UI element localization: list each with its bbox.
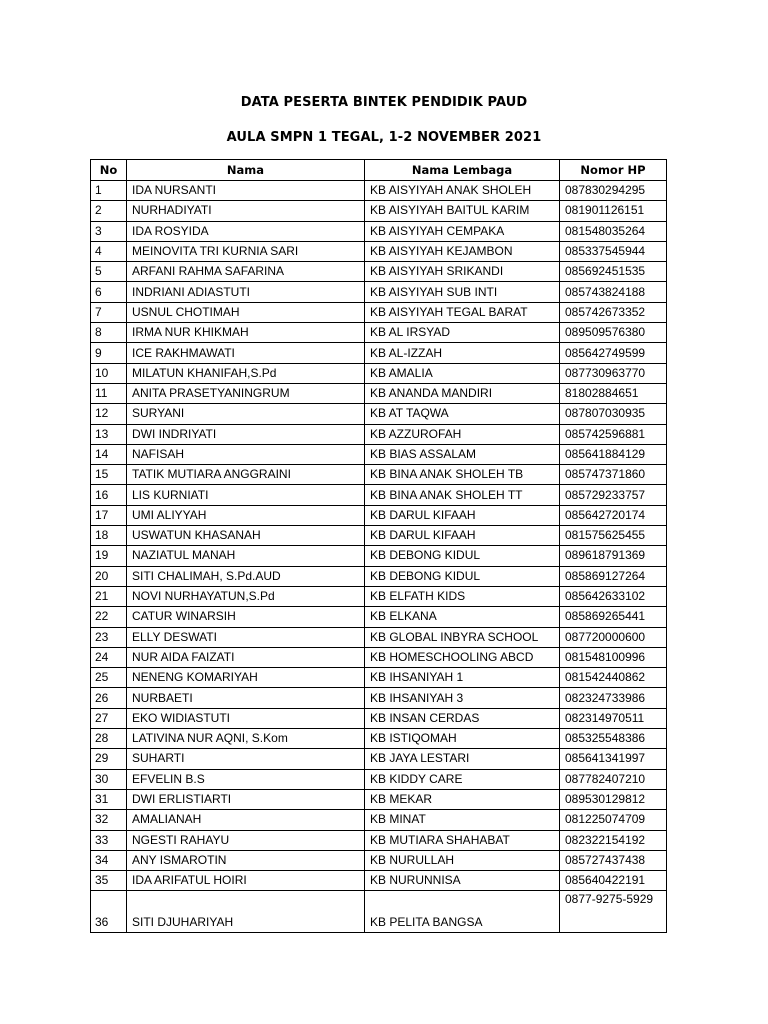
- row-number: 32: [91, 810, 127, 830]
- row-number: 20: [91, 566, 127, 586]
- row-number: 7: [91, 302, 127, 322]
- row-number: 30: [91, 769, 127, 789]
- phone-number: 085641341997: [560, 749, 667, 769]
- institution-name: KB DEBONG KIDUL: [365, 566, 560, 586]
- participant-name: ELLY DESWATI: [127, 627, 365, 647]
- participant-name: NAZIATUL MANAH: [127, 546, 365, 566]
- table-row: [91, 444, 667, 464]
- table-row: [91, 850, 667, 870]
- participant-name: DWI INDRIYATI: [127, 424, 365, 444]
- table-row: [91, 241, 667, 261]
- document-title: DATA PESERTA BINTEK PENDIDIK PAUD: [240, 95, 528, 110]
- table-row: [91, 383, 667, 403]
- institution-name: KB DARUL KIFAAH: [365, 526, 560, 546]
- table-row: [91, 302, 667, 322]
- table-body: [91, 181, 667, 933]
- phone-number: 81802884651: [560, 383, 667, 403]
- phone-number: 087720000600: [560, 627, 667, 647]
- table-row: [91, 789, 667, 809]
- participant-name: SUHARTI: [127, 749, 365, 769]
- row-number: 22: [91, 607, 127, 627]
- row-number: 2: [91, 201, 127, 221]
- phone-number: 087730963770: [560, 363, 667, 383]
- phone-number: 085742596881: [560, 424, 667, 444]
- table-row: [91, 749, 667, 769]
- institution-name: KB BINA ANAK SHOLEH TB: [365, 465, 560, 485]
- phone-number: 081548035264: [560, 221, 667, 241]
- institution-name: KB BINA ANAK SHOLEH TT: [365, 485, 560, 505]
- row-number: 13: [91, 424, 127, 444]
- table-row: [91, 282, 667, 302]
- institution-name: KB AISYIYAH SUB INTI: [365, 282, 560, 302]
- participant-name: SITI DJUHARIYAH: [127, 891, 365, 933]
- participant-name: NURHADIYATI: [127, 201, 365, 221]
- row-number: 26: [91, 688, 127, 708]
- participant-name: ARFANI RAHMA SAFARINA: [127, 262, 365, 282]
- row-number: 35: [91, 871, 127, 891]
- phone-number: 081575625455: [560, 526, 667, 546]
- table-row: [91, 424, 667, 444]
- participant-name: UMI ALIYYAH: [127, 505, 365, 525]
- phone-number: 081542440862: [560, 668, 667, 688]
- row-number: 1: [91, 181, 127, 201]
- table-row: [91, 627, 667, 647]
- participant-name: NAFISAH: [127, 444, 365, 464]
- row-number: 9: [91, 343, 127, 363]
- table-header-row: [91, 160, 667, 181]
- phone-number: 085869265441: [560, 607, 667, 627]
- phone-number: 085640422191: [560, 871, 667, 891]
- institution-name: KB GLOBAL INBYRA SCHOOL: [365, 627, 560, 647]
- column-header-no: No: [91, 160, 127, 181]
- participant-name: NURBAETI: [127, 688, 365, 708]
- institution-name: KB AISYIYAH ANAK SHOLEH: [365, 181, 560, 201]
- institution-name: KB NURUNNISA: [365, 871, 560, 891]
- table-row: [91, 688, 667, 708]
- institution-name: KB AMALIA: [365, 363, 560, 383]
- table-row: [91, 181, 667, 201]
- institution-name: KB AL IRSYAD: [365, 323, 560, 343]
- row-number: 24: [91, 647, 127, 667]
- phone-number: 085727437438: [560, 850, 667, 870]
- row-number: 11: [91, 383, 127, 403]
- participant-name: IRMA NUR KHIKMAH: [127, 323, 365, 343]
- table-row: [91, 201, 667, 221]
- phone-number: 085692451535: [560, 262, 667, 282]
- table-row: [91, 485, 667, 505]
- participant-table: [90, 159, 667, 933]
- phone-number: 085641884129: [560, 444, 667, 464]
- row-number: 25: [91, 668, 127, 688]
- table-row: [91, 769, 667, 789]
- institution-name: KB KIDDY CARE: [365, 769, 560, 789]
- institution-name: KB ELKANA: [365, 607, 560, 627]
- row-number: 23: [91, 627, 127, 647]
- institution-name: KB HOMESCHOOLING ABCD: [365, 647, 560, 667]
- row-number: 4: [91, 241, 127, 261]
- table-row: [91, 546, 667, 566]
- phone-number: 087807030935: [560, 404, 667, 424]
- table-row: [91, 586, 667, 606]
- institution-name: KB DEBONG KIDUL: [365, 546, 560, 566]
- row-number: 27: [91, 708, 127, 728]
- table-row: [91, 526, 667, 546]
- row-number: 34: [91, 850, 127, 870]
- institution-name: KB IHSANIYAH 1: [365, 668, 560, 688]
- row-number: 17: [91, 505, 127, 525]
- table-row: [91, 404, 667, 424]
- institution-name: KB AZZUROFAH: [365, 424, 560, 444]
- participant-name: ANY ISMAROTIN: [127, 850, 365, 870]
- document-subtitle: AULA SMPN 1 TEGAL, 1-2 NOVEMBER 2021: [226, 130, 542, 145]
- column-header-lembaga: Nama Lembaga: [365, 160, 560, 181]
- phone-number: 0877-9275-5929: [560, 891, 667, 933]
- table-row: [91, 262, 667, 282]
- participant-name: USNUL CHOTIMAH: [127, 302, 365, 322]
- participant-name: MEINOVITA TRI KURNIA SARI: [127, 241, 365, 261]
- row-number: 29: [91, 749, 127, 769]
- row-number: 18: [91, 526, 127, 546]
- phone-number: 085642720174: [560, 505, 667, 525]
- phone-number: 085325548386: [560, 729, 667, 749]
- participant-name: ICE RAKHMAWATI: [127, 343, 365, 363]
- participant-name: SURYANI: [127, 404, 365, 424]
- institution-name: KB DARUL KIFAAH: [365, 505, 560, 525]
- institution-name: KB PELITA BANGSA: [365, 891, 560, 933]
- phone-number: 082324733986: [560, 688, 667, 708]
- institution-name: KB ELFATH KIDS: [365, 586, 560, 606]
- institution-name: KB NURULLAH: [365, 850, 560, 870]
- phone-number: 081548100996: [560, 647, 667, 667]
- institution-name: KB ISTIQOMAH: [365, 729, 560, 749]
- institution-name: KB ANANDA MANDIRI: [365, 383, 560, 403]
- institution-name: KB INSAN CERDAS: [365, 708, 560, 728]
- row-number: 10: [91, 363, 127, 383]
- participant-name: TATIK MUTIARA ANGGRAINI: [127, 465, 365, 485]
- table-row: [91, 708, 667, 728]
- phone-number: 082314970511: [560, 708, 667, 728]
- phone-number: 089530129812: [560, 789, 667, 809]
- institution-name: KB AT TAQWA: [365, 404, 560, 424]
- table-row: [91, 465, 667, 485]
- table-row: [91, 647, 667, 667]
- institution-name: KB AISYIYAH KEJAMBON: [365, 241, 560, 261]
- institution-name: KB MUTIARA SHAHABAT: [365, 830, 560, 850]
- participant-name: EKO WIDIASTUTI: [127, 708, 365, 728]
- table-row: [91, 668, 667, 688]
- phone-number: 089509576380: [560, 323, 667, 343]
- phone-number: 081225074709: [560, 810, 667, 830]
- table-row: [91, 343, 667, 363]
- participant-name: INDRIANI ADIASTUTI: [127, 282, 365, 302]
- phone-number: 085747371860: [560, 465, 667, 485]
- row-number: 21: [91, 586, 127, 606]
- participant-name: NENENG KOMARIYAH: [127, 668, 365, 688]
- row-number: 36: [91, 891, 127, 933]
- participant-name: IDA ARIFATUL HOIRI: [127, 871, 365, 891]
- participant-name: IDA NURSANTI: [127, 181, 365, 201]
- row-number: 12: [91, 404, 127, 424]
- participant-name: NUR AIDA FAIZATI: [127, 647, 365, 667]
- row-number: 31: [91, 789, 127, 809]
- table-row: [91, 566, 667, 586]
- participant-name: CATUR WINARSIH: [127, 607, 365, 627]
- table-row: [91, 891, 667, 933]
- phone-number: 085743824188: [560, 282, 667, 302]
- institution-name: KB AISYIYAH SRIKANDI: [365, 262, 560, 282]
- row-number: 8: [91, 323, 127, 343]
- participant-name: ANITA PRASETYANINGRUM: [127, 383, 365, 403]
- institution-name: KB AISYIYAH BAITUL KARIM: [365, 201, 560, 221]
- table-row: [91, 505, 667, 525]
- institution-name: KB MEKAR: [365, 789, 560, 809]
- institution-name: KB IHSANIYAH 3: [365, 688, 560, 708]
- participant-name: DWI ERLISTIARTI: [127, 789, 365, 809]
- phone-number: 085869127264: [560, 566, 667, 586]
- table-row: [91, 830, 667, 850]
- table-row: [91, 871, 667, 891]
- phone-number: 081901126151: [560, 201, 667, 221]
- participant-name: AMALIANAH: [127, 810, 365, 830]
- table-row: [91, 323, 667, 343]
- phone-number: 085642749599: [560, 343, 667, 363]
- phone-number: 085337545944: [560, 241, 667, 261]
- institution-name: KB AISYIYAH TEGAL BARAT: [365, 302, 560, 322]
- row-number: 15: [91, 465, 127, 485]
- participant-name: MILATUN KHANIFAH,S.Pd: [127, 363, 365, 383]
- row-number: 5: [91, 262, 127, 282]
- participant-name: SITI CHALIMAH, S.Pd.AUD: [127, 566, 365, 586]
- row-number: 14: [91, 444, 127, 464]
- table-row: [91, 729, 667, 749]
- table-row: [91, 363, 667, 383]
- institution-name: KB JAYA LESTARI: [365, 749, 560, 769]
- column-header-nama: Nama: [127, 160, 365, 181]
- participant-name: IDA ROSYIDA: [127, 221, 365, 241]
- phone-number: 089618791369: [560, 546, 667, 566]
- table-row: [91, 607, 667, 627]
- phone-number: 085642633102: [560, 586, 667, 606]
- row-number: 28: [91, 729, 127, 749]
- phone-number: 085742673352: [560, 302, 667, 322]
- participant-name: LIS KURNIATI: [127, 485, 365, 505]
- participant-name: USWATUN KHASANAH: [127, 526, 365, 546]
- participant-name: NGESTI RAHAYU: [127, 830, 365, 850]
- institution-name: KB AISYIYAH CEMPAKA: [365, 221, 560, 241]
- table-row: [91, 810, 667, 830]
- row-number: 6: [91, 282, 127, 302]
- phone-number: 082322154192: [560, 830, 667, 850]
- column-header-hp: Nomor HP: [560, 160, 667, 181]
- institution-name: KB BIAS ASSALAM: [365, 444, 560, 464]
- table-row: [91, 221, 667, 241]
- participant-name: LATIVINA NUR AQNI, S.Kom: [127, 729, 365, 749]
- participant-name: EFVELIN B.S: [127, 769, 365, 789]
- row-number: 33: [91, 830, 127, 850]
- phone-number: 085729233757: [560, 485, 667, 505]
- row-number: 19: [91, 546, 127, 566]
- institution-name: KB AL-IZZAH: [365, 343, 560, 363]
- row-number: 3: [91, 221, 127, 241]
- participant-name: NOVI NURHAYATUN,S.Pd: [127, 586, 365, 606]
- phone-number: 087782407210: [560, 769, 667, 789]
- phone-number: 087830294295: [560, 181, 667, 201]
- institution-name: KB MINAT: [365, 810, 560, 830]
- row-number: 16: [91, 485, 127, 505]
